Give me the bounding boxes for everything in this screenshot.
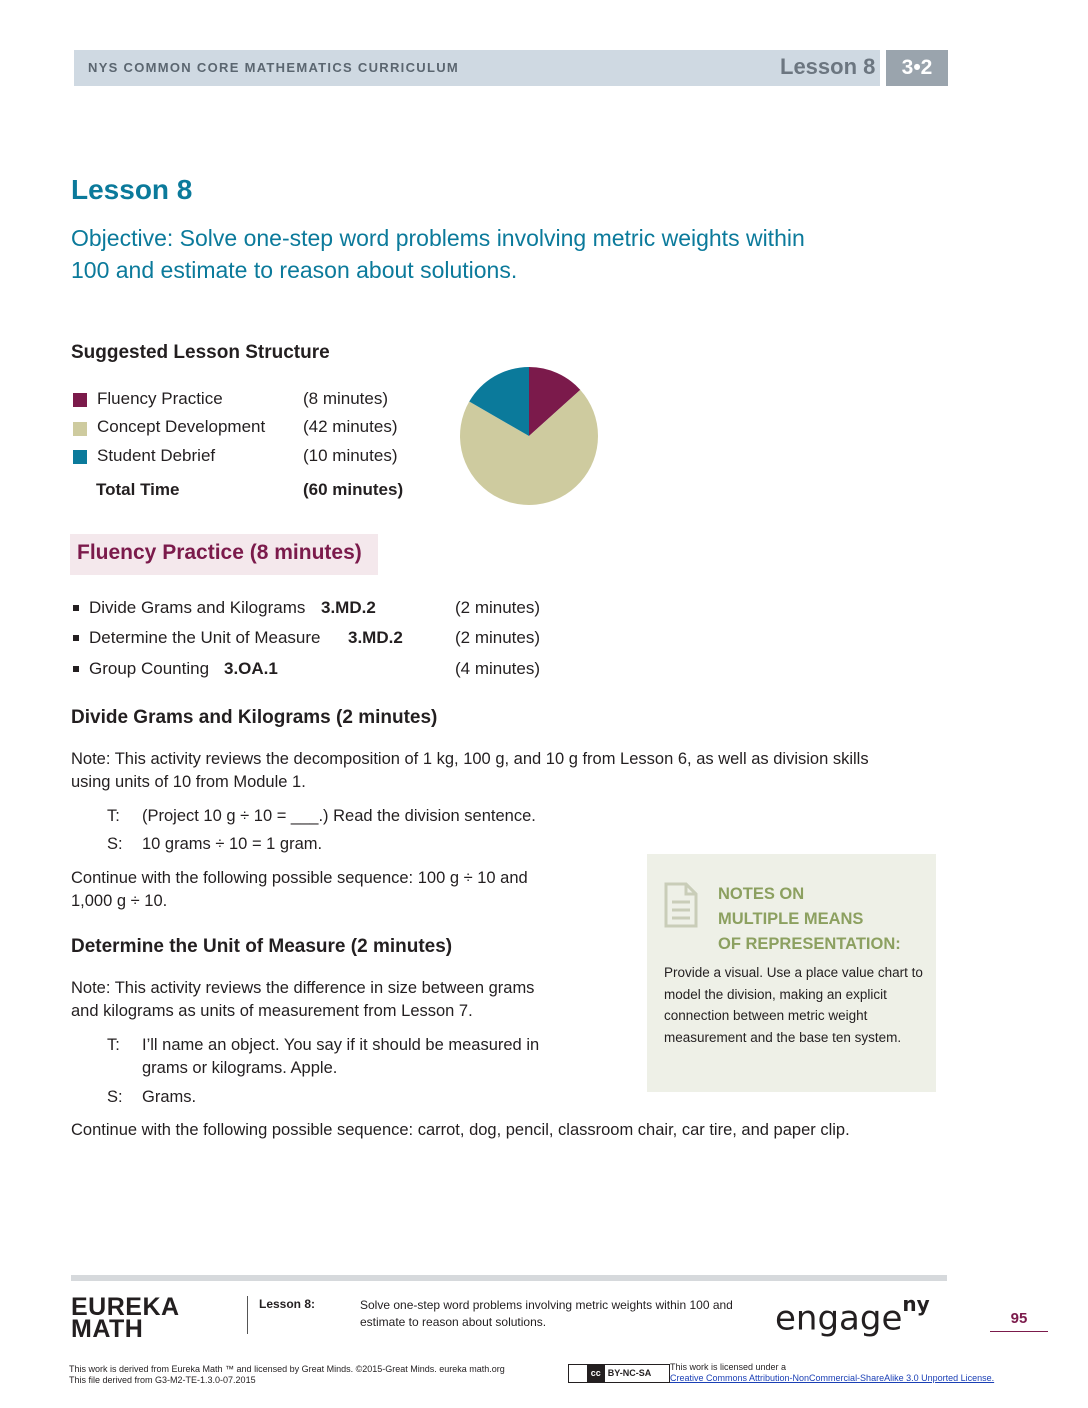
notes-heading-line: MULTIPLE MEANS bbox=[718, 910, 864, 928]
footer-divider bbox=[247, 1296, 248, 1334]
student-label: S: bbox=[107, 835, 123, 853]
cc-license-badge[interactable]: cc BY-NC-SA bbox=[568, 1364, 670, 1383]
continue-line: Continue with the following possible sequence: 100 g ÷ 10 and bbox=[71, 869, 528, 887]
teacher-line: (Project 10 g ÷ 10 = ___.) Read the division sentence. bbox=[142, 807, 536, 825]
notes-heading-line: NOTES ON bbox=[718, 885, 805, 903]
note-line: and kilograms as units of measurement from Lesson 7. bbox=[71, 1002, 473, 1020]
license-notice: This work is licensed under a Creative Commons Attribution-NonCommercial-ShareAlike 3.0 Unported License. bbox=[670, 1362, 995, 1383]
eureka-math-logo: EUREKA MATH bbox=[71, 1293, 180, 1343]
structure-item-label: Concept Development bbox=[97, 417, 266, 436]
student-line: Grams. bbox=[142, 1088, 197, 1106]
derived-notice: This work is derived from Eureka Math ™ and licensed by Great Minds. ©2015-Great Minds. eureka math.org This file derived from G3-M2-TE-1.3.0-07.2015 bbox=[69, 1364, 505, 1385]
notes-heading bbox=[718, 882, 901, 957]
engageny-logo: engage$^{ny}$ bbox=[775, 1292, 930, 1339]
section-note bbox=[71, 977, 631, 1023]
structure-item-label: Fluency Practice bbox=[97, 389, 223, 408]
objective bbox=[71, 222, 951, 286]
teacher-label: T: bbox=[107, 807, 120, 825]
page-title: Lesson 8 bbox=[71, 174, 193, 205]
footer-objective: Solve one-step word problems involving metric weights within 100 and estimate to reason about solutions. bbox=[360, 1298, 733, 1329]
legend-swatch-fluency bbox=[73, 393, 87, 407]
notes-heading-line: OF REPRESENTATION: bbox=[718, 935, 901, 953]
fluency-item-label: Determine the Unit of Measure bbox=[89, 628, 321, 647]
bullet-icon bbox=[73, 605, 79, 611]
bullet-icon bbox=[73, 635, 79, 641]
fluency-item-time: (2 minutes) bbox=[455, 598, 541, 617]
lesson-pie-chart bbox=[455, 362, 603, 510]
note-line: using units of 10 from Module 1. bbox=[71, 773, 306, 791]
notes-document-icon bbox=[662, 880, 700, 930]
teacher-line-text: I’ll name an object. You say if it should be measured in bbox=[142, 1036, 540, 1054]
objective-line: 100 and estimate to reason about solutions. bbox=[71, 257, 518, 283]
student-label: S: bbox=[107, 1088, 123, 1106]
structure-item-time: (8 minutes) bbox=[303, 389, 389, 408]
total-time-label: Total Time bbox=[96, 480, 180, 499]
teacher-line-text: grams or kilograms. Apple. bbox=[142, 1059, 338, 1077]
bullet-icon bbox=[73, 666, 79, 672]
page-number: 95 bbox=[1010, 1310, 1028, 1327]
structure-heading: Suggested Lesson Structure bbox=[71, 342, 330, 363]
curriculum-title: NYS COMMON CORE MATHEMATICS CURRICULUM bbox=[88, 60, 460, 75]
teacher-label: T: bbox=[107, 1036, 120, 1054]
fluency-item-time: (2 minutes) bbox=[455, 628, 541, 647]
continue-text bbox=[71, 867, 631, 913]
page-number-rule bbox=[990, 1331, 1048, 1332]
structure-item-time: (10 minutes) bbox=[303, 446, 398, 465]
notes-text: Provide a visual. Use a place value chart to model the division, making an explicit connection between metric weight measurement and the base ten system. bbox=[664, 965, 923, 1045]
continue-line: 1,000 g ÷ 10. bbox=[71, 892, 168, 910]
fluency-heading: Fluency Practice (8 minutes) bbox=[77, 541, 362, 564]
section-note bbox=[71, 748, 951, 794]
footer-lesson-label: Lesson 8: bbox=[259, 1297, 316, 1311]
license-link[interactable]: Creative Commons Attribution-NonCommercial-ShareAlike 3.0 Unported License. bbox=[670, 1373, 995, 1383]
legend-swatch-debrief bbox=[73, 450, 87, 464]
footer-rule bbox=[71, 1275, 947, 1281]
structure-item-time: (42 minutes) bbox=[303, 417, 398, 436]
total-time-value: (60 minutes) bbox=[303, 480, 404, 499]
student-line: 10 grams ÷ 10 = 1 gram. bbox=[142, 835, 323, 853]
fluency-item-time: (4 minutes) bbox=[455, 659, 541, 678]
module-badge: 3•2 bbox=[886, 50, 948, 86]
note-line: Note: This activity reviews the difference in size between grams bbox=[71, 979, 535, 997]
fluency-item-standard: 3.OA.1 bbox=[224, 659, 278, 678]
continue-text: Continue with the following possible sequence: carrot, dog, pencil, classroom chair, car tire, and paper clip. bbox=[71, 1121, 850, 1139]
teacher-line bbox=[142, 1034, 612, 1080]
structure-item-label: Student Debrief bbox=[97, 446, 216, 465]
fluency-item-label: Divide Grams and Kilograms bbox=[89, 598, 306, 617]
note-line: Note: This activity reviews the decomposition of 1 kg, 100 g, and 10 g from Lesson 6, as well as division skills bbox=[71, 750, 869, 768]
lesson-tag: Lesson 8 bbox=[780, 54, 876, 79]
fluency-item-standard: 3.MD.2 bbox=[321, 598, 376, 617]
objective-line: Objective: Solve one-step word problems involving metric weights within bbox=[71, 225, 805, 251]
section-heading: Determine the Unit of Measure (2 minutes) bbox=[71, 936, 453, 957]
fluency-item-label: Group Counting bbox=[89, 659, 210, 678]
legend-swatch-concept bbox=[73, 422, 87, 436]
section-heading: Divide Grams and Kilograms (2 minutes) bbox=[71, 707, 438, 728]
fluency-item-standard: 3.MD.2 bbox=[348, 628, 403, 647]
